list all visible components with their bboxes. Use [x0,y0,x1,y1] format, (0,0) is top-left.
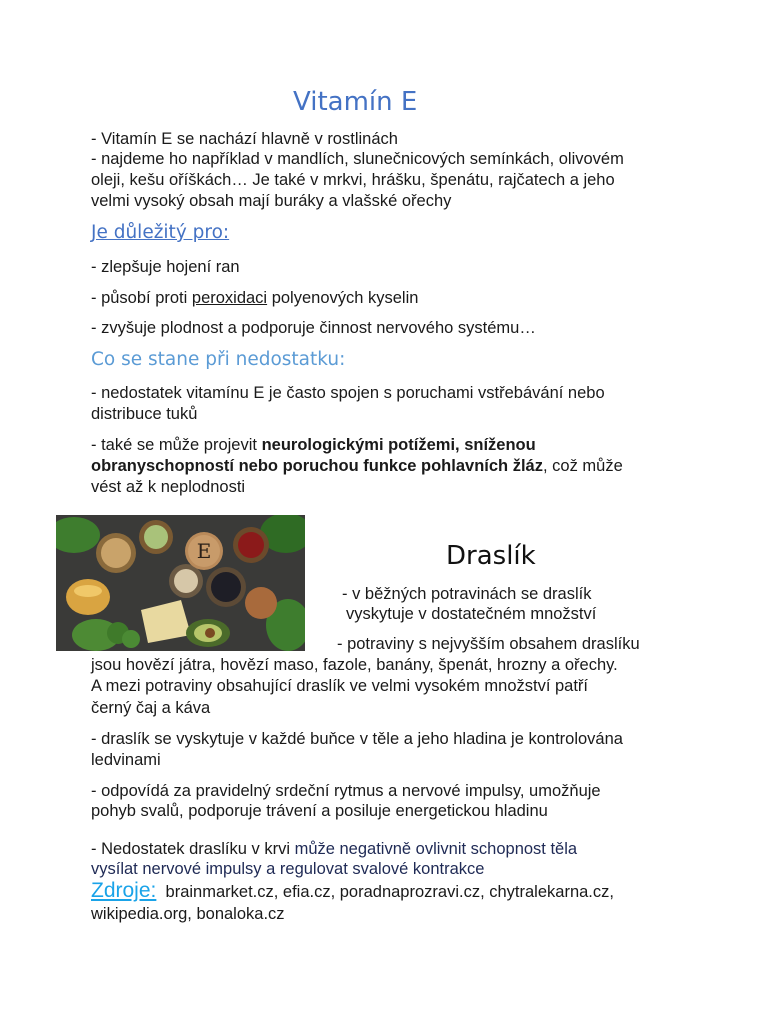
important-item-3-text: - zvyšuje plodnost a podporuje činnost nervového systému… [91,319,536,337]
sources-line-2: wikipedia.org, bonaloka.cz [91,905,285,923]
deficiency-2-line-1 [91,435,536,456]
deficiency-2-bold-1: neurologickými potížemi, sníženou [261,436,536,454]
important-item-2-pre: - působí proti [91,289,192,307]
intro-line-4: velmi vysoký obsah mají buráky a vlašské ořechy [91,192,452,210]
important-item-1 [91,257,240,278]
draslik-p2-line-3: A mezi potraviny obsahující draslík ve velmi vysokém množství patří [91,677,589,695]
sources-line-1 [91,880,614,903]
draslik-p1-line-2: vyskytuje v dostatečném množství [346,605,597,623]
draslik-p3-line-1: - draslík se vyskytuje v každé buňce v těle a jeho hladina je kontrolována [91,730,623,748]
deficiency-2-line-3: vést až k neplodnosti [91,478,246,496]
important-item-3 [91,318,536,339]
page-title-vitamin-e: Vitamín E [293,87,418,117]
draslik-p5-line-2: vysílat nervové impulsy a regulovat svalové kontrakce [91,860,485,878]
deficiency-heading: Co se stane při nedostatku: [91,349,346,370]
intro-line-2: - najdeme ho například v mandlích, slunečnicových semínkách, olivovém [91,150,624,168]
draslik-p5-post: může negativně ovlivnit schopnost těla [294,840,578,858]
intro-line-3: oleji, kešu oříškách… Je také v mrkvi, hrášku, špenátu, rajčatech a jeho [91,171,615,189]
food-illustration [56,515,305,651]
important-item-1-text: - zlepšuje hojení ran [91,258,240,276]
sources-label: Zdroje: [91,879,157,902]
important-item-2-post: polyenových kyselin [267,289,419,307]
draslik-p1-line-1: - v běžných potravinách se draslík [342,585,592,603]
intro-line-1: - Vitamín E se nachází hlavně v rostlinách [91,130,398,148]
deficiency-2-post: , což může [542,457,623,475]
draslik-p5-pre: - Nedostatek draslíku v krvi [91,840,295,858]
important-item-2 [91,288,418,309]
draslik-p4-line-1: - odpovídá za pravidelný srdeční rytmus a nervové impulsy, umožňuje [91,782,601,800]
deficiency-2-pre: - také se může projevit [91,436,262,454]
draslik-p2-line-2: jsou hovězí játra, hovězí maso, fazole, banány, špenát, hrozny a ořechy. [91,656,618,674]
deficiency-1-line-1: - nedostatek vitamínu E je často spojen s poruchami vstřebávání nebo [91,384,605,402]
deficiency-2-line-2 [91,456,623,477]
draslik-p2-line-1: - potraviny s nejvyšším obsahem draslíku [337,635,640,653]
draslik-p2-line-4: černý čaj a káva [91,699,211,717]
deficiency-1-line-2: distribuce tuků [91,405,198,423]
peroxidaci-link[interactable]: peroxidaci [191,289,268,307]
draslik-p3-line-2: ledvinami [91,751,161,769]
draslik-p4-line-2: pohyb svalů, podporuje trávení a posiluje energetickou hladinu [91,802,548,820]
deficiency-2-bold-2: obranyschopností nebo poruchou funkce pohlavních žláz [91,457,543,475]
e-tag-letter: E [196,539,212,563]
draslik-p5-line-1 [91,839,577,860]
food-image [56,515,305,651]
important-heading: Je důležitý pro: [91,222,230,243]
sources-list-1: brainmarket.cz, efia.cz, poradnaprozravi.cz, chytralekarna.cz, [165,883,614,901]
page-title-draslik: Draslík [446,541,536,571]
